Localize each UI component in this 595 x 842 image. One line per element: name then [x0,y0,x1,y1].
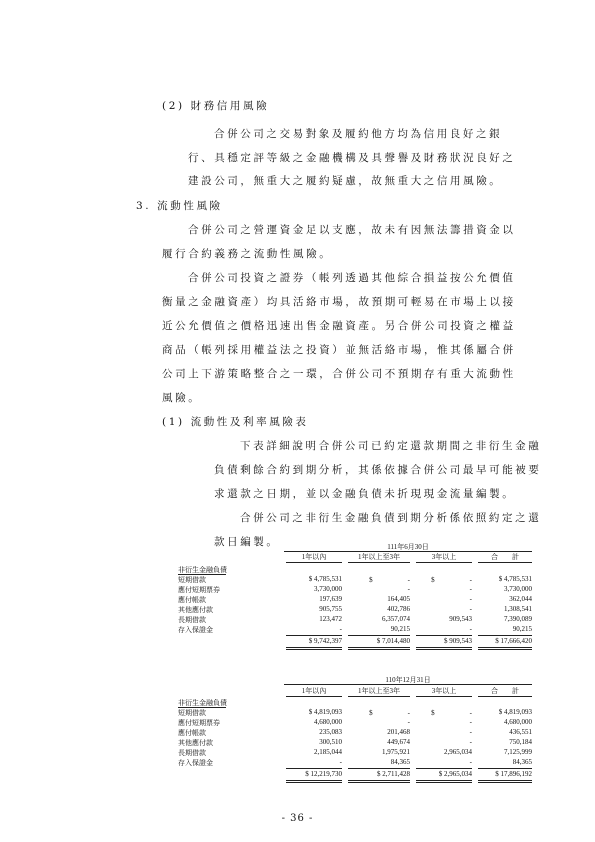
row-label: 長期借款 [178,749,206,757]
paragraph-line: 行、具穩定評等級之金融機構及具聲譽及財務狀況良好之 [188,152,516,164]
subsection-1-title: (1) 流動性及利率風險表 [162,416,309,428]
cell: 201,468 [387,728,410,736]
paragraph-line: 近公允價值之價格迅速出售金融資產。另合併公司投資之權益 [162,320,516,332]
paragraph-line: 合併公司之交易對象及履約他方均為信用良好之銀 [214,128,503,140]
paragraph-line: 衡量之金融資產）均具活絡市場，故預期可輕易在市場上以接 [162,296,516,308]
col-header: 1年以內 [301,553,327,561]
col-header: 合 計 [491,687,519,695]
cell: 84,365 [390,758,410,766]
paragraph-line: 建設公司，無重大之履約疑慮，故無重大之信用風險。 [188,175,503,187]
cell: - [407,585,410,593]
cell: $ - [369,709,410,717]
paragraph-line: 款日編製。 [214,536,280,548]
section-label: 非衍生金融負債 [178,699,227,707]
cell: - [469,738,472,746]
paragraph-line: 風險。 [162,392,202,404]
row-label: 其他應付款 [178,739,213,747]
total-cell: $ 17,666,420 [495,637,532,645]
cell: 750,184 [509,738,532,746]
row-label: 應付短期票券 [178,586,220,594]
cell: - [407,718,410,726]
section-label: 非衍生金融負債 [178,566,227,574]
cell: 7,390,089 [504,615,532,623]
cell: 123,472 [319,615,342,623]
row-label: 其他應付款 [178,606,213,614]
col-header: 3年以上 [431,553,457,561]
cell: - [469,605,472,613]
cell: 449,674 [387,738,410,746]
cell: - [469,585,472,593]
row-label: 長期借款 [178,616,206,624]
cell: 1,308,541 [504,605,532,613]
cell: 7,125,999 [504,748,532,756]
paragraph-line: 公司上下游策略整合之一環，合併公司不預期存有重大流動性 [162,368,516,380]
cell: $ 4,819,093 [498,708,532,716]
cell: $ - [369,576,410,584]
cell: 402,786 [387,605,410,613]
col-header: 合 計 [491,553,519,561]
cell: 164,405 [387,595,410,603]
cell: 1,975,921 [382,748,410,756]
cell: 4,680,000 [314,718,342,726]
paragraph-line: 負債剩餘合約到期分析，其係依據合併公司最早可能被要 [214,464,542,476]
table-date: 111年6月30日 [387,543,429,551]
cell: 300,510 [319,738,342,746]
row-label: 應付帳款 [178,596,206,604]
cell: - [469,595,472,603]
paragraph-line: 商品（帳列採用權益法之投資）並無活絡市場，惟其係屬合併 [162,344,516,356]
col-header: 3年以上 [431,687,457,695]
col-header: 1年以內 [301,687,327,695]
paragraph-line: 合併公司投資之證券（帳列透過其他綜合損益按公允價值 [188,272,516,284]
cell: 2,185,044 [314,748,342,756]
table-date: 110年12月31日 [385,676,431,684]
paragraph-line: 求還款之日期，並以金融負債未折現現金流量編製。 [214,488,516,500]
cell: 3,730,000 [314,585,342,593]
cell: 436,551 [509,728,532,736]
row-label: 存入保證金 [178,759,213,767]
cell: - [469,758,472,766]
total-cell: $ 2,965,034 [438,770,472,778]
section-2-title: (2) 財務信用風險 [162,100,270,112]
cell: 4,680,000 [504,718,532,726]
total-cell: $ 909,543 [444,637,472,645]
col-header: 1年以上至3年 [358,687,400,695]
total-cell: $ 2,711,428 [377,770,410,778]
paragraph-line: 下表詳細說明合併公司已約定還款期間之非衍生金融 [240,440,542,452]
cell: 2,965,034 [444,748,472,756]
cell: - [339,625,342,633]
paragraph-line: 合併公司之營運資金足以支應，故未有因無法籌措資金以 [188,224,516,236]
cell: 905,755 [319,605,342,613]
row-label: 短期借款 [178,709,206,717]
cell: 3,730,000 [504,585,532,593]
cell: - [469,625,472,633]
row-label: 應付短期票券 [178,719,220,727]
col-header: 1年以上至3年 [358,553,400,561]
row-label: 短期借款 [178,576,206,584]
cell: - [469,718,472,726]
paragraph-line: 合併公司之非衍生金融負債到期分析係依照約定之還 [240,512,542,524]
total-cell: $ 12,219,730 [305,770,342,778]
total-cell: $ 9,742,397 [308,637,342,645]
cell: 90,215 [390,625,410,633]
paragraph-line: 履行合約義務之流動性風險。 [162,248,333,260]
cell: $ 4,785,531 [498,575,532,583]
cell: 197,639 [319,595,342,603]
page-number: - 36 - [281,813,314,824]
total-cell: $ 7,014,480 [376,637,410,645]
cell: 235,083 [319,728,342,736]
cell: 84,365 [512,758,532,766]
cell: $ 4,785,531 [308,575,342,583]
cell: 6,357,074 [382,615,410,623]
section-3-title: 3. 流動性風險 [136,200,223,212]
cell: 90,215 [512,625,532,633]
cell: $ - [431,576,472,584]
cell: - [339,758,342,766]
cell: $ - [431,709,472,717]
cell: $ 4,819,093 [308,708,342,716]
cell: 362,044 [509,595,532,603]
row-label: 應付帳款 [178,729,206,737]
row-label: 存入保證金 [178,626,213,634]
cell: - [469,728,472,736]
cell: 909,543 [449,615,472,623]
total-cell: $ 17,896,192 [495,770,532,778]
